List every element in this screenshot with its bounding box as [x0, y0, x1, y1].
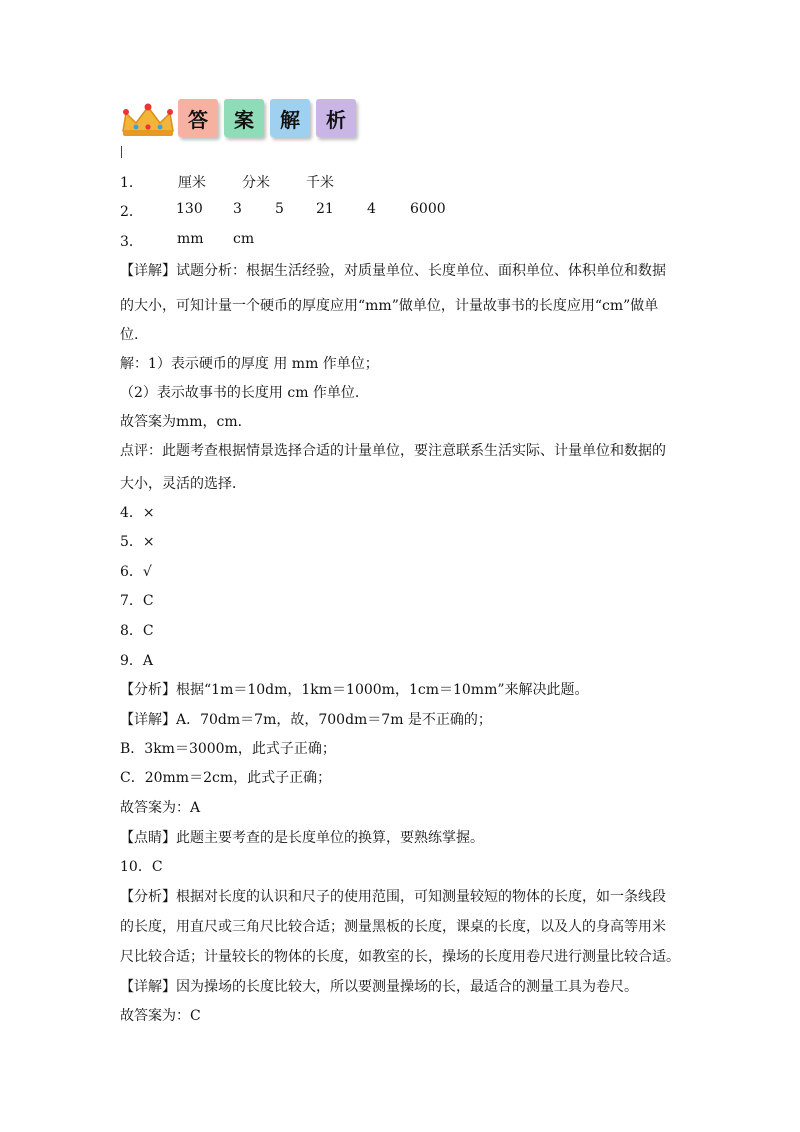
comment-q3-line2: 大小，灵活的选择． — [120, 476, 246, 492]
analysis-q10-line2: 的长度，用直尺或三角尺比较合适；测量黑板的长度，课桌的长度，以及人的身高等用米 — [120, 919, 666, 935]
detail-q9-c: C．20mm＝2cm，此式子正确； — [120, 770, 332, 786]
answer-2 — [120, 201, 720, 221]
answer-q9-summary: 故答案为：A — [120, 800, 201, 816]
detail-q3-line2: 的大小，可知计量一个硬币的厚度应用“mm”做单位，计量故事书的长度应用“cm”做单 — [120, 298, 659, 314]
q2-answer-c: 5 — [275, 201, 284, 217]
answer-8: 8．C — [120, 623, 154, 639]
q2-answer-e: 4 — [367, 201, 376, 217]
q3-answer-b: cm — [233, 231, 255, 247]
q2-answer-d: 21 — [316, 201, 334, 217]
answer-4: 4．× — [120, 505, 155, 521]
q1-answer-b: 分米 — [242, 175, 270, 191]
comment-q3-line1: 点评：此题考查根据情景选择合适的计量单位，要注意联系生活实际、计量单位和数据的 — [120, 443, 666, 459]
detail-q10: 【详解】因为操场的长度比较大，所以要测量操场的长，最适合的测量工具为卷尺。 — [120, 979, 638, 995]
detail-q3-line1: 【详解】试题分析：根据生活经验，对质量单位、长度单位、面积单位、体积单位和数据 — [120, 263, 666, 279]
answer-q10-summary: 故答案为：C — [120, 1008, 201, 1024]
q2-answer-a: 130 — [176, 201, 203, 217]
q3-answer-a: mm — [177, 231, 204, 247]
solution-q3-line1: 解：1）表示硬币的厚度 用 mm 作单位； — [120, 356, 379, 372]
detail-q9-b: B．3km＝3000m，此式子正确； — [120, 741, 336, 757]
answer-q3-summary: 故答案为mm，cm． — [120, 414, 252, 430]
answer-9: 9．A — [120, 653, 154, 669]
crown-icon — [120, 103, 176, 137]
answer-1 — [120, 172, 720, 192]
analysis-q10-line1: 【分析】根据对长度的认识和尺子的使用范围，可知测量较短的物体的长度，如一条线段 — [120, 889, 666, 905]
q2-number: 2． — [120, 204, 143, 220]
answer-6: 6．√ — [120, 564, 152, 580]
note-q9: 【点睛】此题主要考查的是长度单位的换算，要熟练掌握。 — [120, 830, 484, 846]
analysis-q10-line3: 尺比较合适；计量较长的物体的长度，如教室的长，操场的长度用卷尺进行测量比较合适。 — [120, 949, 680, 965]
q1-answer-a: 厘米 — [178, 175, 206, 191]
banner-tile-jie: 解 — [270, 99, 310, 137]
answer-5: 5．× — [120, 534, 155, 550]
q2-answer-f: 6000 — [410, 201, 446, 217]
solution-q3-line2: （2）表示故事书的长度用 cm 作单位． — [120, 385, 369, 401]
q1-answer-c: 千米 — [306, 175, 334, 191]
answer-3 — [120, 231, 720, 251]
detail-q3-line3: 位. — [120, 327, 139, 343]
banner-tile-da: 答 — [178, 99, 218, 137]
banner-tile-an: 案 — [224, 99, 264, 137]
answer-analysis-banner — [120, 99, 370, 141]
banner-tile-xi: 析 — [316, 99, 356, 137]
q1-number: 1． — [120, 175, 143, 191]
q3-number: 3． — [120, 234, 143, 250]
q2-answer-b: 3 — [233, 201, 242, 217]
answer-7: 7．C — [120, 593, 154, 609]
detail-q9-a: 【详解】A．70dm＝7m，故，700dm＝7m 是不正确的； — [120, 712, 492, 728]
answer-10: 10．C — [120, 859, 163, 875]
header-divider — [121, 146, 122, 158]
analysis-q9: 【分析】根据“1m＝10dm，1km＝1000m，1cm＝10mm”来解决此题。 — [120, 682, 589, 698]
